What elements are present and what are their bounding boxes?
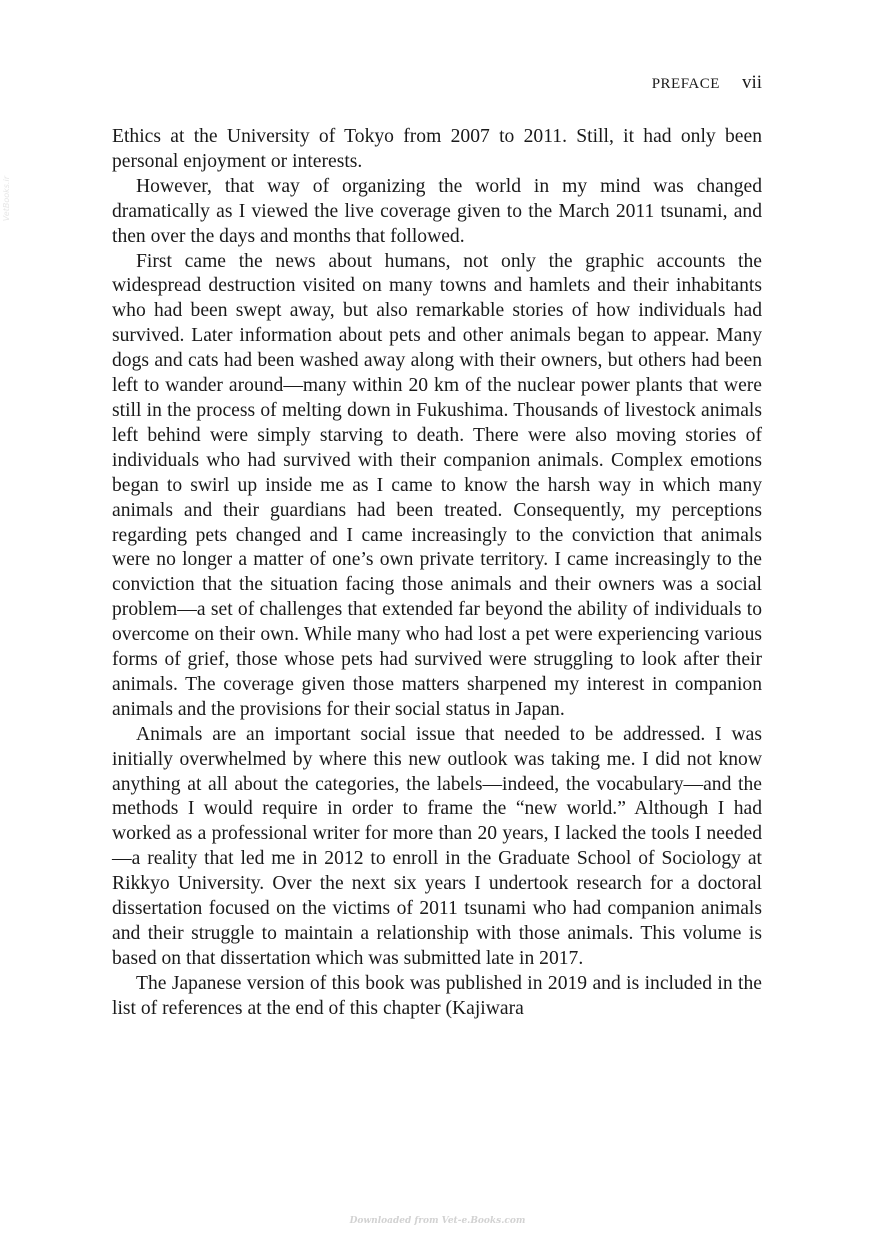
bottom-watermark: Downloaded from Vet-e.Books.com	[349, 1216, 526, 1226]
page-number: vii	[741, 72, 762, 93]
body-text	[112, 125, 762, 1022]
section-title: PREFACE	[651, 76, 720, 92]
side-watermark: VetBooks.ir	[2, 176, 11, 222]
paragraph: However, that way of organizing the world in my mind was changed dramatically as I viewed the live coverage given to the March 2011 tsunami, and then over the days and months that followed.	[112, 175, 762, 247]
paragraph: Ethics at the University of Tokyo from 2007 to 2011. Still, it had only been personal enjoyment or interests.	[112, 126, 762, 172]
paragraph: First came the news about humans, not only the graphic accounts the widespread destruction visited on many towns and hamlets and their inhabitants who had been swept away, but also remarkable stories of how individuals had survived. Later information about pets and other animals began to appear. Many dogs and cats had been washed away along with their owners, but others had been left to wander around—many within 20 km of the nuclear power plants that were still in the process of melting down in Fukushima. Thousands of livestock animals left behind were simply starving to death. There were also moving stories of individuals who had survived with their companion animals. Complex emotions began to swirl up inside me as I came to know the harsh way in which many animals and their guardians had been treated. Consequently, my perceptions regarding pets changed and I came increasingly to the conviction that animals were no longer a matter of one’s own private territory. I came increasingly to the conviction that the situation facing those animals and their owners was a social problem—a set of challenges that extended far beyond the ability of individuals to overcome on their own. While many who had lost a pet were experiencing various forms of grief, those whose pets had survived were struggling to look after their animals. The coverage given those matters sharpened my interest in companion animals and the provisions for their social status in Japan.	[112, 250, 762, 720]
paragraph: Animals are an important social issue that needed to be addressed. I was initially overwhelmed by where this new outlook was taking me. I did not know anything at all about the categories, the labels—indeed, the vocabulary—and the methods I would require in order to frame the “new world.” Although I had worked as a professional writer for more than 20 years, I lacked the tools I needed—a reality that led me in 2012 to enroll in the Graduate School of Sociology at Rikkyo University. Over the next six years I undertook research for a doctoral dissertation focused on the victims of 2011 tsunami who had companion animals and their struggle to maintain a relationship with those animals. This volume is based on that dissertation which was submitted late in 2017.	[112, 723, 762, 969]
paragraph: The Japanese version of this book was published in 2019 and is included in the list of references at the end of this chapter (Kajiwara	[112, 972, 762, 1019]
running-head	[652, 72, 762, 94]
